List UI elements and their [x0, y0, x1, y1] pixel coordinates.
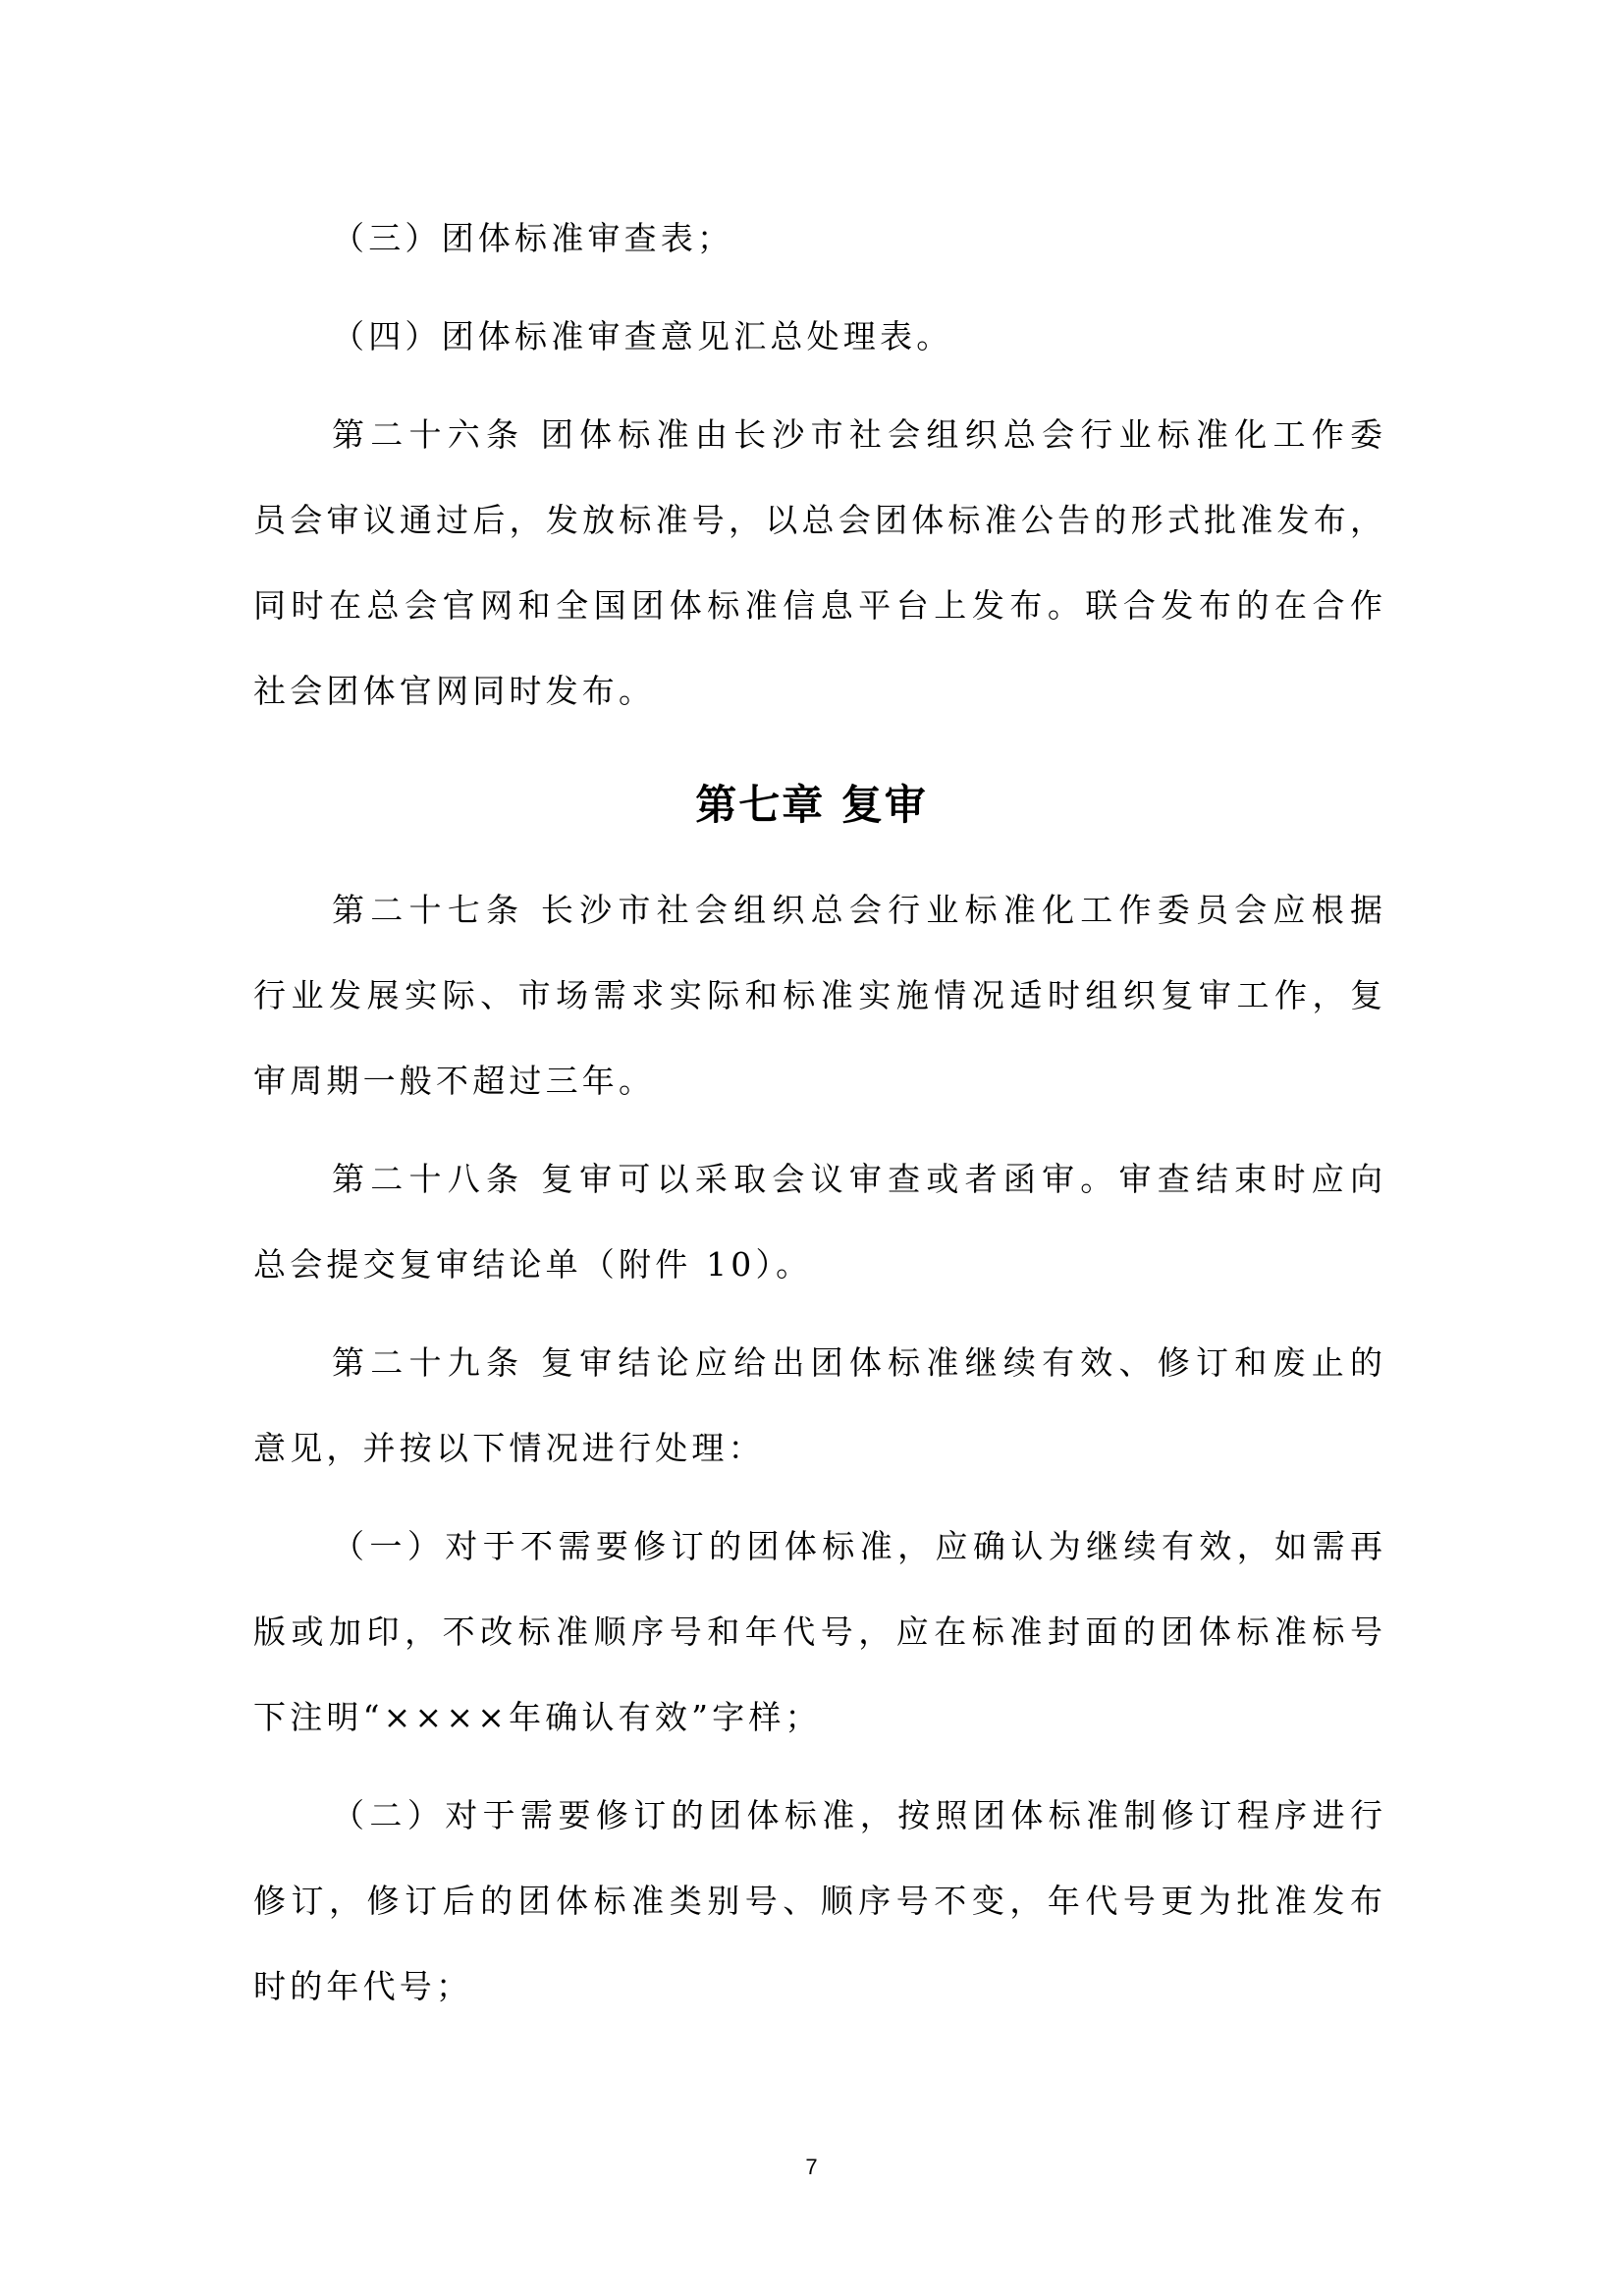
chapter-title: 第七章 复审: [695, 781, 928, 829]
article-28-line-1: 第二十八条 复审可以采取会议审查或者函审。审查结束时应向: [332, 1160, 1382, 1198]
item-1-line-3: 下注明“××××年确认有效”字样；: [253, 1698, 822, 1736]
item-2-line-1: （二）对于需要修订的团体标准，按照团体标准制修订程序进行: [332, 1796, 1382, 1834]
article-26-line-1: 第二十六条 团体标准由长沙市社会组织总会行业标准化工作委: [332, 415, 1382, 454]
article-28-line-2: 总会提交复审结论单（附件 10）。: [253, 1245, 813, 1284]
list-item-4: （四）团体标准审查意见汇总处理表。: [332, 317, 953, 355]
article-26-line-2: 员会审议通过后，发放标准号，以总会团体标准公告的形式批准发布，: [253, 501, 1382, 539]
item-2-line-3: 时的年代号；: [253, 1967, 473, 2005]
article-26-line-3: 同时在总会官网和全国团体标准信息平台上发布。联合发布的在合作: [253, 586, 1382, 625]
list-item-3: （三）团体标准审查表；: [332, 219, 734, 257]
item-2-line-2: 修订，修订后的团体标准类别号、顺序号不变，年代号更为批准发布: [253, 1882, 1382, 1920]
article-27-line-2: 行业发展实际、市场需求实际和标准实施情况适时组织复审工作，复: [253, 976, 1382, 1014]
article-27-line-1: 第二十七条 长沙市社会组织总会行业标准化工作委员会应根据: [332, 891, 1382, 929]
article-29-line-1: 第二十九条 复审结论应给出团体标准继续有效、修订和废止的: [332, 1343, 1382, 1382]
article-26-line-4: 社会团体官网同时发布。: [253, 672, 656, 710]
article-29-line-2: 意见，并按以下情况进行处理：: [253, 1429, 765, 1467]
page-number: 7: [805, 2155, 818, 2179]
item-1-line-1: （一）对于不需要修订的团体标准，应确认为继续有效，如需再: [332, 1527, 1382, 1565]
article-27-line-3: 审周期一般不超过三年。: [253, 1062, 656, 1100]
item-1-line-2: 版或加印，不改标准顺序号和年代号，应在标准封面的团体标准标号: [253, 1613, 1382, 1651]
